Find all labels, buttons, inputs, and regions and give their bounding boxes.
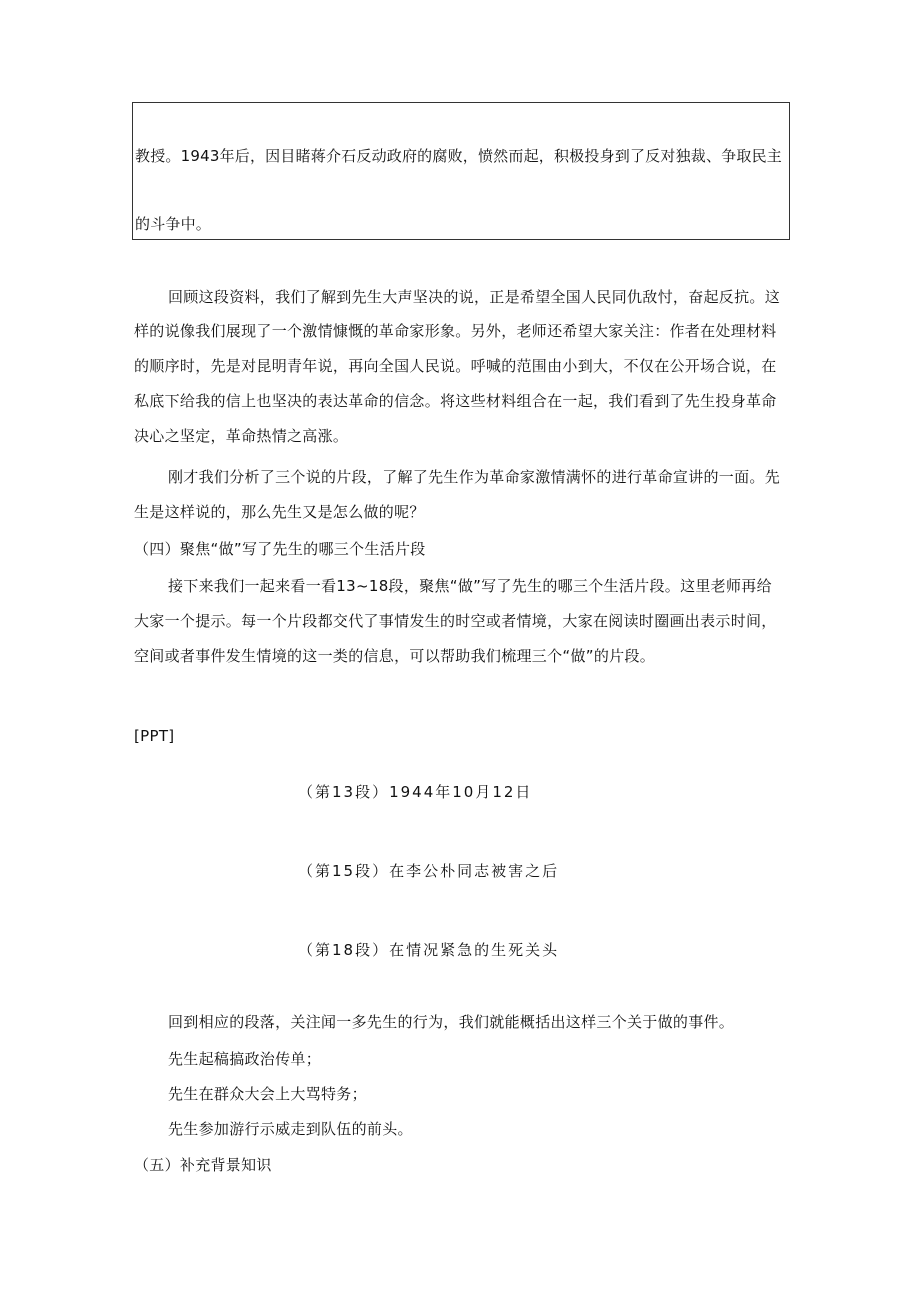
paragraph-1-line: 的顺序时，先是对昆明青年说，再向全国人民说。呼喊的范围由小到大，不仅在公开场合说，在 — [134, 357, 777, 375]
box-line-1: 教授。1943年后，因目睹蒋介石反动政府的腐败，愤然而起，积极投身到了反对独裁、争取民主 — [135, 147, 782, 165]
paragraph-3-line: 接下来我们一起来看一看13~18段，聚焦“做”写了先生的哪三个生活片段。这里老师再给 — [168, 577, 772, 595]
ppt-item: （第13段）1944年10月12日 — [298, 783, 533, 801]
ppt-item: （第15段）在李公朴同志被害之后 — [298, 862, 560, 880]
ppt-label: [PPT] — [134, 727, 175, 745]
paragraph-2-line: 生是这样说的，那么先生又是怎么做的呢？ — [134, 503, 425, 521]
event-item: 先生参加游行示威走到队伍的前头。 — [168, 1120, 413, 1138]
section-5-heading: （五）补充背景知识 — [134, 1156, 272, 1174]
paragraph-1-line: 私底下给我的信上也坚决的表达革命的信念。将这些材料组合在一起，我们看到了先生投身革命 — [134, 392, 777, 410]
section-4-heading: （四）聚焦“做”写了先生的哪三个生活片段 — [134, 540, 426, 558]
paragraph-1-line: 决心之坚定，革命热情之高涨。 — [134, 427, 349, 445]
paragraph-1-line: 回顾这段资料，我们了解到先生大声坚决的说，正是希望全国人民同仇敌忖，奋起反抗。这 — [168, 288, 781, 306]
paragraph-2-line: 刚才我们分析了三个说的片段，了解了先生作为革命家激情满怀的进行革命宣讲的一面。先 — [168, 468, 781, 486]
event-item: 先生起稿搞政治传单； — [168, 1050, 322, 1068]
quoted-material-box — [132, 102, 790, 240]
paragraph-1-line: 样的说像我们展现了一个激情慷慨的革命家形象。另外，老师还希望大家关注：作者在处理材料 — [134, 322, 777, 340]
paragraph-3-line: 大家一个提示。每一个片段都交代了事情发生的时空或者情境，大家在阅读时圈画出表示时间， — [134, 612, 777, 630]
box-line-2: 的斗争中。 — [135, 215, 212, 233]
paragraph-3-line: 空间或者事件发生情境的这一类的信息，可以帮助我们梳理三个“做”的片段。 — [134, 647, 656, 665]
paragraph-4: 回到相应的段落，关注闻一多先生的行为，我们就能概括出这样三个关于做的事件。 — [168, 1013, 735, 1031]
ppt-item: （第18段）在情况紧急的生死关头 — [298, 941, 560, 959]
event-item: 先生在群众大会上大骂特务； — [168, 1085, 367, 1103]
